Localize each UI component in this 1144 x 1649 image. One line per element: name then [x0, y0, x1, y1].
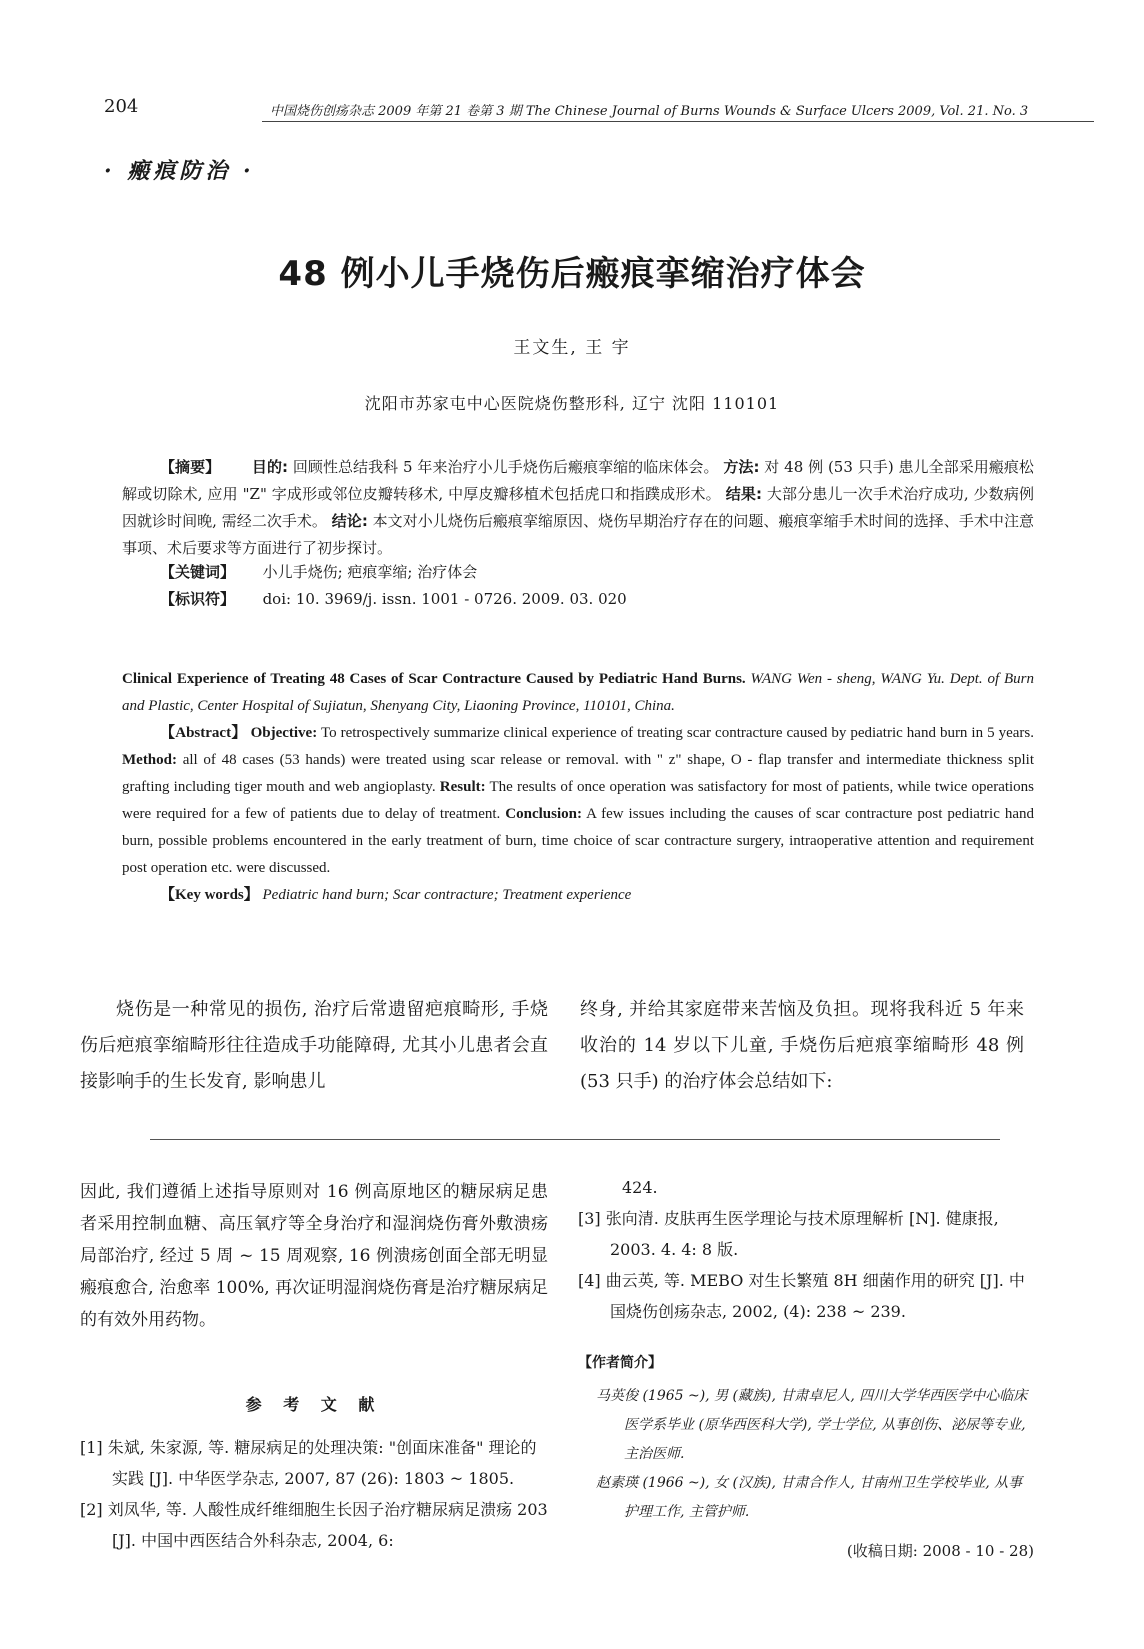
references-title: 参 考 文 献 [245, 1395, 383, 1414]
reference-item: [1] 朱斌, 朱家源, 等. 糖尿病足的处理决策: "创面床准备" 理论的实践 [J]. 中华医学杂志, 2007, 87 (26): 1803 ~ 1805. [80, 1438, 537, 1488]
en-conclusion-label: Conclusion: [505, 806, 582, 822]
intro-left-text: 烧伤是一种常见的损伤, 治疗后常遗留疤痕畸形, 手烧伤后疤痕挛缩畸形往往造成手功能障碍, 尤其小儿患者会直接影响手的生长发育, 影响患儿 [80, 999, 548, 1092]
author-intro-title: 【作者简介】 [578, 1355, 662, 1371]
en-keywords-label: 【Key words】 [160, 887, 259, 903]
article-title: 48 例小儿手烧伤后瘢痕挛缩治疗体会 [278, 254, 866, 294]
en-abstract-label: 【Abstract】 [160, 725, 247, 741]
method-text: 对 48 例 (53 只手) 患儿全部采用瘢痕松解或切除术, 应用 "Z" 字成形或邻位皮瓣转移术, 中厚皮瓣移植术包括虎口和指蹼成形术。 [122, 458, 1034, 503]
en-keywords-text: Pediatric hand burn; Scar contracture; Treatment experience [262, 887, 632, 903]
abstract-label: 【摘要】 [160, 458, 221, 476]
references-left [80, 1432, 548, 1556]
abstract-en [122, 666, 1034, 909]
intro-left-column [80, 992, 548, 1100]
references-right [578, 1172, 1034, 1327]
page-number: 204 [104, 96, 139, 117]
en-objective-label: Objective: [250, 725, 318, 741]
affiliation: 沈阳市苏家屯中心医院烧伤整形科, 辽宁 沈阳 110101 [364, 394, 780, 413]
en-result-label: Result: [439, 779, 486, 795]
en-title: Clinical Experience of Treating 48 Cases of Scar Contracture Caused by Pediatric Hand Burns. [122, 671, 746, 687]
objective-label: 目的: [251, 458, 288, 476]
keywords-row [160, 561, 477, 582]
en-authors-affiliation: WANG Wen - sheng, WANG Yu. Dept. of Burn and Plastic, Center Hospital of Sujiatun, Shenyang City, Liaoning Province, 110101, China. [122, 671, 1035, 714]
separator-rule [150, 1139, 1000, 1140]
prev-article-text: 因此, 我们遵循上述指导原则对 16 例高原地区的糖尿病足患者采用控制血糖、高压氧疗等全身治疗和湿润烧伤膏外敷溃疡局部治疗, 经过 5 周 ~ 15 周观察, 16 例溃疡创面全部无明显瘢痕愈合, 治愈率 100%, 再次证明湿润烧伤膏是治疗糖尿病足的有效外用药物。 [80, 1182, 548, 1330]
header-rule [262, 121, 1094, 122]
author-intro-item: 马英俊 (1965 ~), 男 (藏族), 甘肃卓尼人, 四川大学华西医学中心临床医学系毕业 (原华西医科大学), 学士学位, 从事创伤、泌尿等专业, 主治医师. [596, 1388, 1028, 1462]
keywords-label: 【关键词】 [160, 563, 236, 581]
identifier-label: 【标识符】 [160, 590, 236, 608]
running-header: 中国烧伤创疡杂志 2009 年第 21 卷第 3 期 The Chinese Journal of Burns Wounds & Surface Ulcers 2009, Vol. 21. No. 3 [270, 104, 1029, 119]
author-intro [596, 1382, 1034, 1527]
received-date: (收稿日期: 2008 - 10 - 28) [846, 1542, 1034, 1560]
doi-text: doi: 10. 3969/j. issn. 1001 - 0726. 2009. 03. 020 [262, 590, 627, 608]
abstract-cn [122, 454, 1034, 562]
prev-article-text-block [80, 1176, 548, 1336]
result-label: 结果: [725, 485, 762, 503]
authors: 王文生, 王 宇 [513, 338, 631, 358]
result-text: 大部分患儿一次手术治疗成功, 少数病例因就诊时间晚, 需经二次手术。 [122, 485, 1034, 530]
identifier-row [160, 588, 627, 609]
intro-right-text: 终身, 并给其家庭带来苦恼及负担。现将我科近 5 年来收治的 14 岁以下儿童, 手烧伤后疤痕挛缩畸形 48 例 (53 只手) 的治疗体会总结如下: [580, 999, 1024, 1092]
en-method-text: all of 48 cases (53 hands) were treated using scar release or removal. with " z" shape, O - flap transfer and intermediate thickness split grafting including tiger mouth and web angioplasty. [122, 752, 1034, 795]
method-label: 方法: [723, 458, 760, 476]
en-method-label: Method: [122, 752, 177, 768]
en-conclusion-text: A few issues including the causes of scar contracture post pediatric hand burn, possible problems encountered in the early treatment of burn, time choice of scar contracture surgery, intraoperative attention and requirement post operation etc. were discussed. [122, 806, 1035, 876]
conclusion-label: 结论: [331, 512, 368, 530]
objective-text: 回顾性总结我科 5 年来治疗小儿手烧伤后瘢痕挛缩的临床体会。 [292, 458, 719, 476]
conclusion-text: 本文对小儿烧伤后瘢痕挛缩原因、烧伤早期治疗存在的问题、瘢痕挛缩手术时间的选择、手术中注意事项、术后要求等方面进行了初步探讨。 [122, 512, 1034, 557]
reference-item: [4] 曲云英, 等. MEBO 对生长繁殖 8H 细菌作用的研究 [J]. 中国烧伤创疡杂志, 2002, (4): 238 ~ 239. [578, 1271, 1025, 1321]
reference-item: [3] 张向清. 皮肤再生医学理论与技术原理解析 [N]. 健康报, 2003. 4. 4: 8 版. [578, 1209, 999, 1259]
en-result-text: The results of once operation was satisfactory for most of patients, while twice operations were required for a few of patients due to delay of treatment. [122, 779, 1035, 822]
en-objective-text: To retrospectively summarize clinical experience of treating scar contracture caused by pediatric hand burn in 5 years. [320, 725, 1034, 741]
section-label: · 瘢痕防治 · [104, 158, 255, 184]
intro-right-column [580, 992, 1024, 1100]
author-intro-item: 赵素瑛 (1966 ~), 女 (汉族), 甘肃合作人, 甘南州卫生学校毕业, 从事护理工作, 主管护师. [596, 1475, 1023, 1520]
reference-continuation: 424. [622, 1178, 658, 1197]
reference-item: [2] 刘凤华, 等. 人酸性成纤维细胞生长因子治疗糖尿病足溃疡 203 [J]. 中国中西医结合外科杂志, 2004, 6: [80, 1500, 548, 1550]
keywords-text: 小儿手烧伤; 疤痕挛缩; 治疗体会 [262, 563, 478, 581]
